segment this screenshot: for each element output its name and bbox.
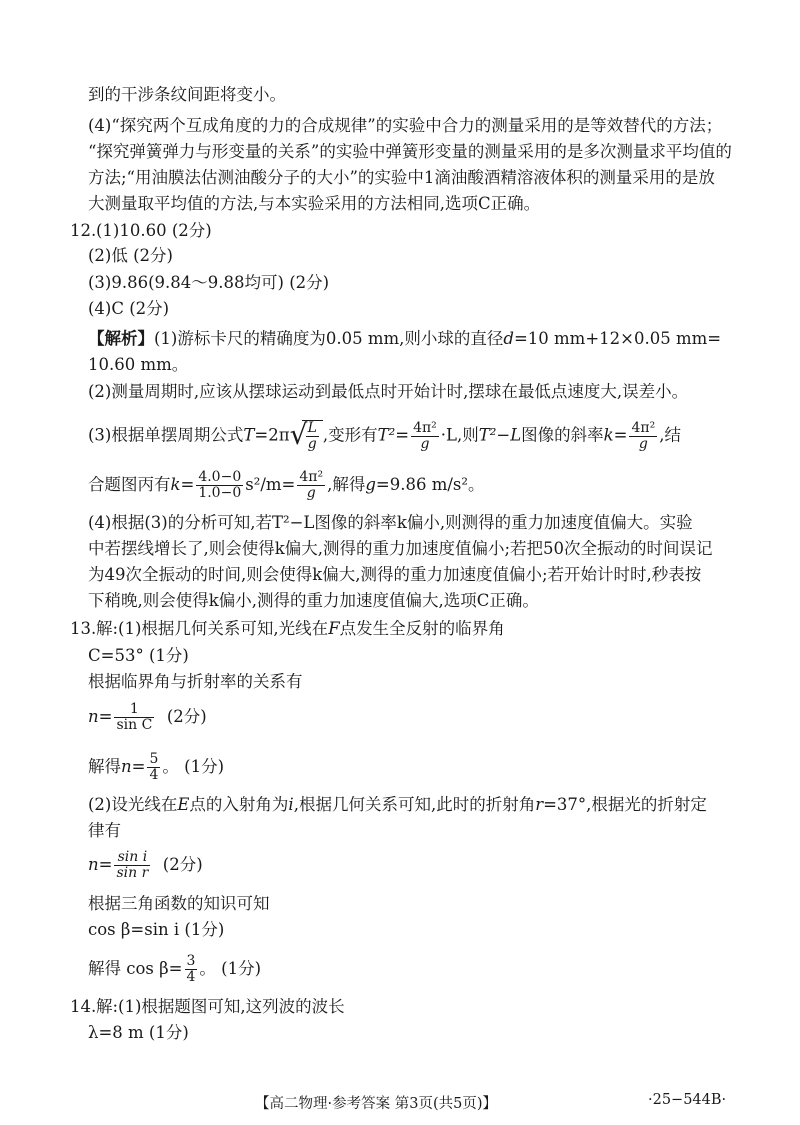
- fraction-4pi2-over-g-2: $\frac{\text{4π²}}{g}$: [299, 469, 324, 501]
- q13-line-7: 律有: [88, 821, 121, 840]
- prev-line-2: (4)“探究两个互成角度的力的合成规律”的实验中合力的测量采用的是等效替代的方法；: [88, 116, 723, 135]
- q13-line-11: 解得 cos β= $\frac{3}{4}$ 。 (1分): [88, 953, 262, 985]
- sqrt-L-over-g: √ $\frac{L}{g}$: [290, 420, 323, 452]
- fraction-sini-over-sinr: $\frac{\text{sin i}}{\text{sin r}}$: [116, 849, 149, 881]
- graph-slope-fraction: $\frac{4.0-0}{1.0-0}$: [198, 469, 242, 501]
- q14-number: 14.: [70, 997, 97, 1016]
- q13-line-4: n= $\frac{1}{\text{sin C}}$ (2分): [88, 701, 207, 733]
- fraction-4pi2-over-g: $\frac{\text{4π²}}{g}$: [413, 419, 437, 452]
- footer-code: ·25−544B·: [648, 1092, 727, 1108]
- fraction-5-over-4: $\frac{5}{4}$: [149, 751, 159, 783]
- q13-line-10: cos β=sin i (1分): [88, 920, 225, 939]
- q13-number: 13.: [70, 619, 97, 638]
- q12-explain-line-2: 10.60 mm。: [88, 355, 189, 374]
- q12-number: 12.: [70, 221, 97, 240]
- q12-explain-line-6: (4)根据(3)的分析可知,若T²−L图像的斜率k偏小,则测得的重力加速度值偏大。实验: [88, 513, 693, 532]
- footer-title: 【高二物理·参考答案 第3页(共5页)】: [255, 1096, 497, 1112]
- q12-explain-line-5: 合题图丙有k= $\frac{4.0-0}{1.0-0}$ s²/m= $\frac{\text{4π²}}{g}$ ,解得g=9.86 m/s²。: [88, 469, 485, 501]
- q13-line-2: C=53° (1分): [88, 646, 189, 665]
- q12-explain-line-3: (2)测量周期时,应该从摆球运动到最低点时开始计时,摆球在最低点速度大,误差小。: [88, 382, 689, 401]
- q12-explain-line-9: 下稍晚,则会使得k偏小,测得的重力加速度值偏大,选项C正确。: [88, 591, 539, 610]
- q12-answer-2: (2)低 (2分): [88, 246, 173, 265]
- slope-fraction: $\frac{\text{4π²}}{g}$: [631, 419, 656, 452]
- q12-explain-line-7: 中若摆线增长了,则会使得k偏大,测得的重力加速度值偏小;若把50次全振动的时间误记: [88, 539, 713, 558]
- prev-line-5: 大测量取平均值的方法,与本实验采用的方法相同,选项C正确。: [88, 194, 541, 213]
- q13-line-5: 解得n= $\frac{5}{4}$ 。 (1分): [88, 751, 225, 783]
- q12-explain-line-8: 为49次全振动的时间,则会使得k偏大,测得的重力加速度值偏小;若开始计时时,秒表按: [88, 565, 702, 584]
- q12-answer-4: (4)C (2分): [88, 299, 170, 318]
- fraction-1-over-sinC: $\frac{1}{\text{sin C}}$: [116, 701, 153, 733]
- fraction-3-over-4: $\frac{3}{4}$: [186, 953, 196, 985]
- analysis-tag: 【解析】: [88, 329, 154, 348]
- q13-line-1: 解:(1)根据几何关系可知,光线在F点发生全反射的临界角: [96, 619, 505, 638]
- q12-answer-3: (3)9.86(9.84～9.88均可) (2分): [88, 273, 330, 292]
- q13-line-3: 根据临界角与折射率的关系有: [88, 672, 303, 691]
- q14-line-1: 解:(1)根据题图可知,这列波的波长: [96, 997, 345, 1016]
- q13-line-6: (2)设光线在E点的入射角为i,根据几何关系可知,此时的折射角r=37°,根据光的折射定: [88, 795, 707, 814]
- prev-line-4: 方法;“用油膜法估测油酸分子的大小”的实验中1滴油酸酒精溶液体积的测量采用的是放: [88, 168, 715, 187]
- q13-line-9: 根据三角函数的知识可知: [88, 894, 270, 913]
- q12-explain-line-4: (3)根据单摆周期公式T=2π √ $\frac{L}{g}$ ,变形有T²= $\frac{\text{4π²}}{g}$ ·L,则T²−L图像的斜率k= $\frac{\text{4π²}}{g}$ ,结: [88, 418, 681, 452]
- q13-line-8: n= $\frac{\text{sin i}}{\text{sin r}}$ (2分): [88, 849, 203, 881]
- q12-explain-line-1: 【解析】(1)游标卡尺的精确度为0.05 mm,则小球的直径d=10 mm+12×0.05 mm=: [88, 329, 722, 348]
- prev-line-1: 到的干涉条纹间距将变小。: [88, 85, 286, 104]
- prev-line-3: “探究弹簧弹力与形变量的关系”的实验中弹簧形变量的测量采用的是多次测量求平均值的: [88, 142, 732, 161]
- q12-answer-1: (1)10.60 (2分): [96, 221, 212, 240]
- q14-line-2: λ=8 m (1分): [88, 1023, 189, 1042]
